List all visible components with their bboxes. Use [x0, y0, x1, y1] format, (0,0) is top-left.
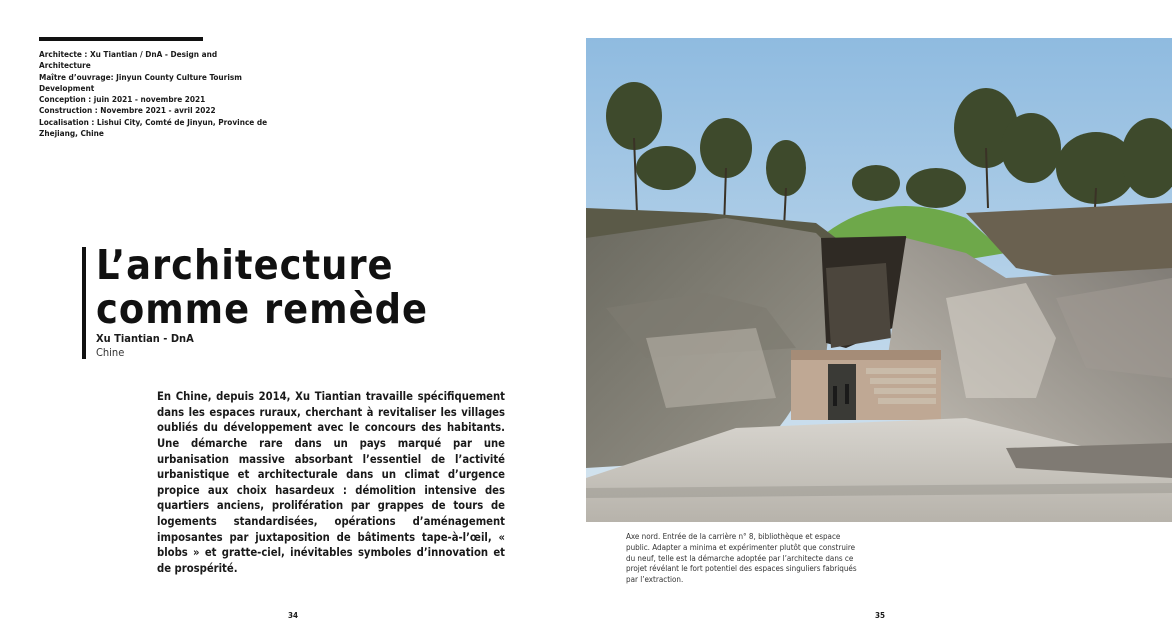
credit-architect: Architecte : Xu Tiantian / DnA - Design and Architecture: [39, 49, 218, 71]
quarry-photo: [586, 38, 1172, 522]
top-rule: [39, 37, 203, 41]
article-country: Chine: [96, 346, 125, 359]
project-credits: [39, 49, 269, 139]
article-lead: En Chine, depuis 2014, Xu Tiantian travaille spécifiquement dans les espaces ruraux, cherchant à revitaliser les villages oubliés du développement avec le concours des habitants. Une démarche rare dans un pays marqué par une urbanisation massive absorbant l’essentiel de l’activité urbanistique et architecturale dans un climat d’urgence propice aux choix hasardeux : démolition intensive des quartiers anciens, prolifération par grappes de tours de logements standardisées, opérations d’aménagement imposantes par juxtaposition de bâtiments tape-à-l’œil, « blobs » et gratte-ciel, inévitables symboles d’innovation et de prospérité.: [157, 390, 505, 575]
page-number-right: 35: [875, 611, 886, 620]
title-line-1: L’architecture: [96, 241, 394, 289]
credit-location: Localisation : Lishui City, Comté de Jinyun, Province de Zhejiang, Chine: [39, 116, 268, 139]
photo-caption: Axe nord. Entrée de la carrière n° 8, bibliothèque et espace public. Adapter a minima et expérimenter plutôt que construire du neuf, telle est la démarche adoptée par l’architecte dans ce projet révélant le fort potentiel des espaces singuliers fabriqués par l’extraction.: [626, 532, 857, 585]
article-title: [96, 243, 428, 331]
credit-conception: Conception : juin 2021 - novembre 2021: [39, 94, 206, 105]
article-author: Xu Tiantian - DnA: [96, 332, 194, 345]
title-bar: [82, 247, 86, 359]
credit-construction: Construction : Novembre 2021 - avril 2022: [39, 105, 216, 116]
credit-client: Maître d’ouvrage: Jinyun County Culture Tourism Development: [39, 71, 242, 93]
title-line-2: comme remède: [96, 285, 429, 333]
page-number-left: 34: [288, 611, 299, 620]
